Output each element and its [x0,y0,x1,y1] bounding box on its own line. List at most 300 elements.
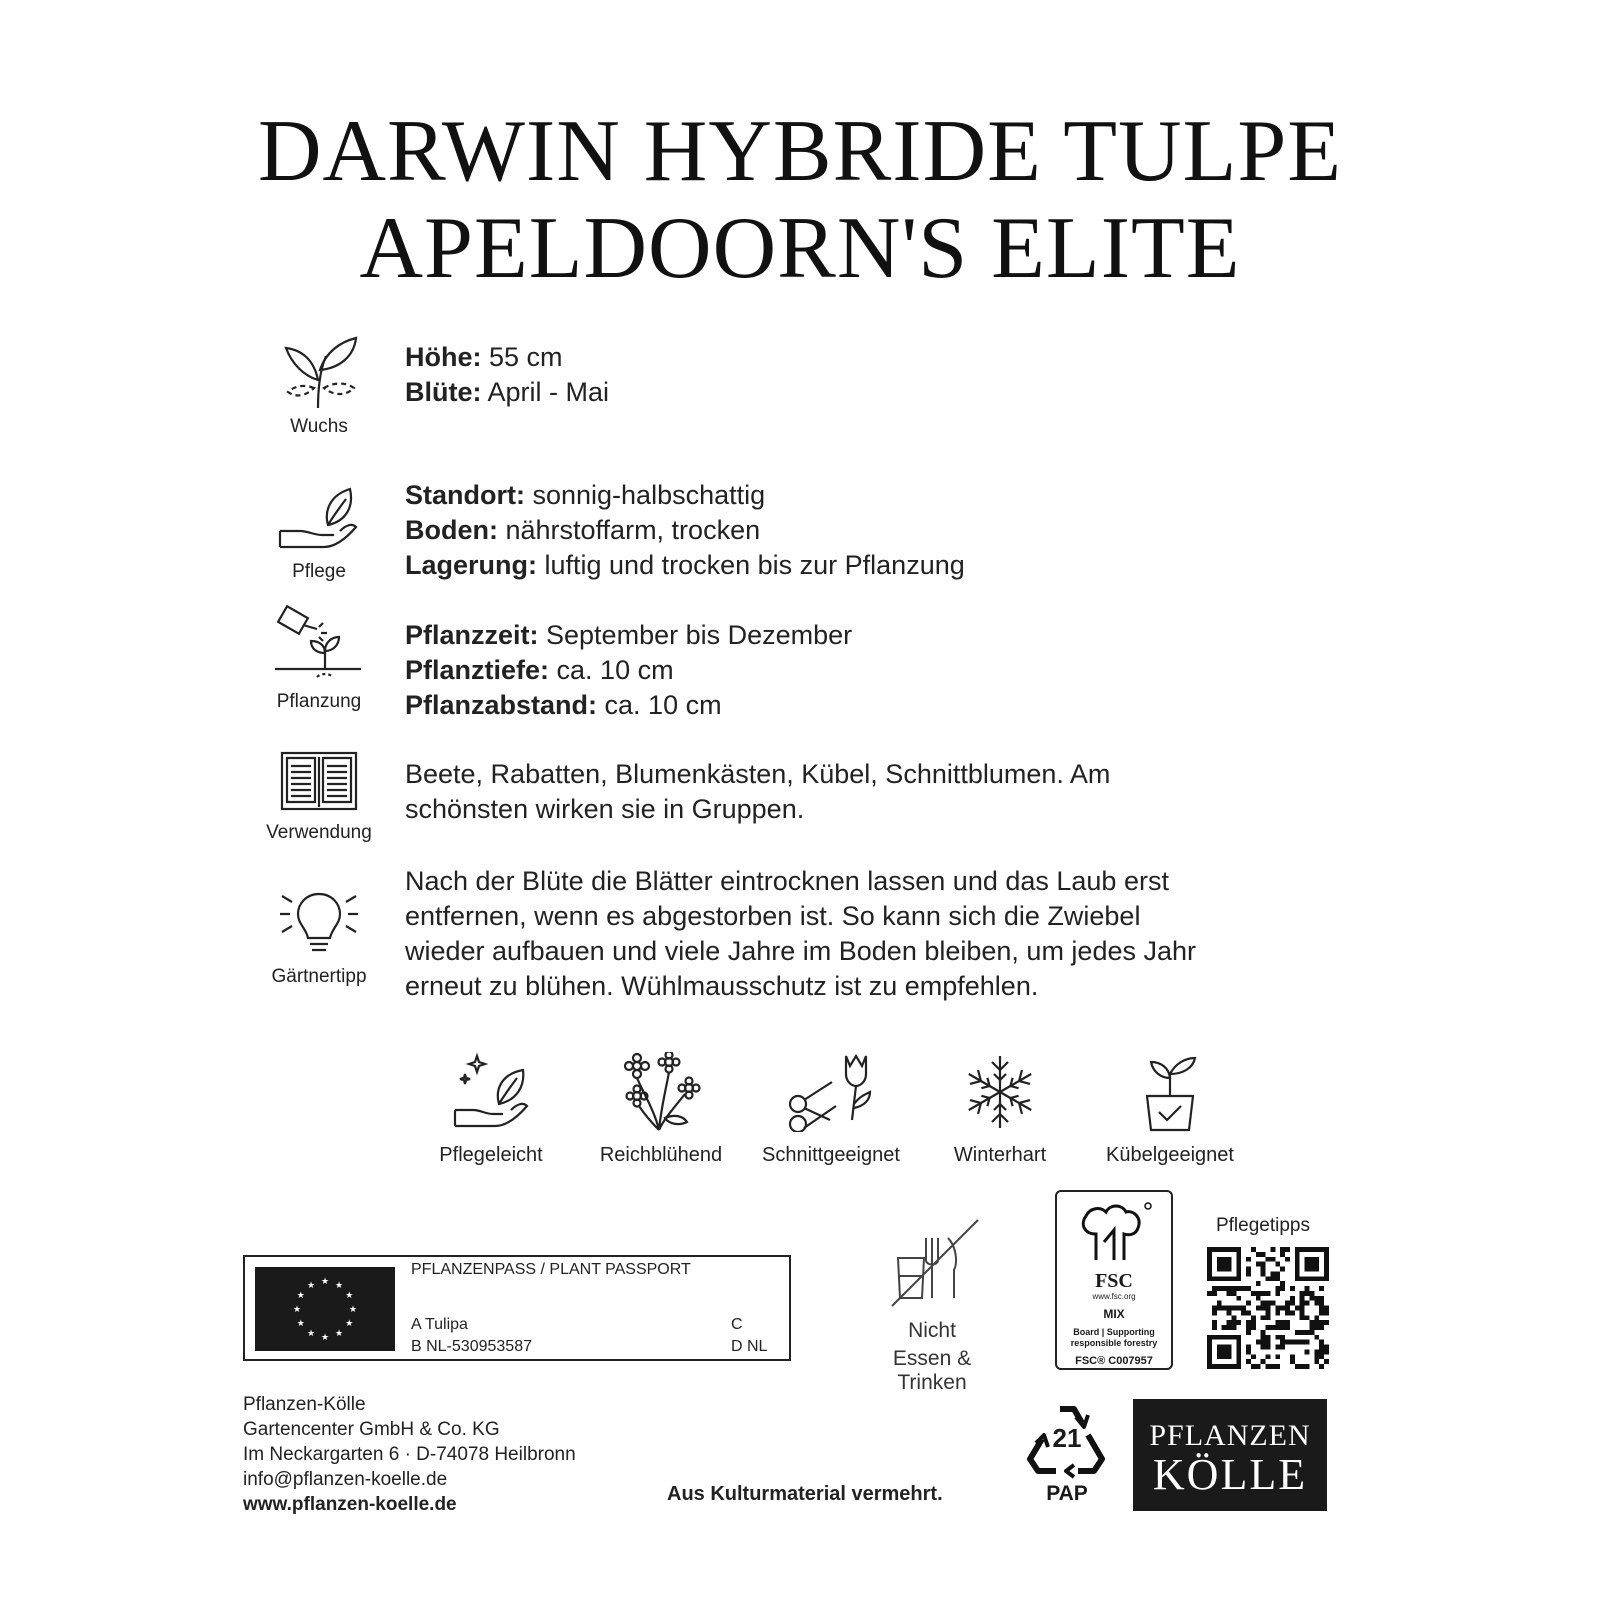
qr-module [1295,1252,1300,1257]
qr-module [1236,1276,1241,1281]
qr-module [1295,1276,1300,1281]
qr-module [1217,1349,1222,1354]
qr-module [1319,1276,1324,1281]
qr-module [1227,1345,1232,1350]
qr-module [1324,1262,1329,1267]
section-verwendung-info [405,757,1110,827]
qr-module [1212,1306,1217,1311]
qr-module [1300,1364,1305,1369]
eu-star: ★ [296,1290,305,1300]
qr-module [1295,1267,1300,1272]
title-line-2: APELDOORN'S ELITE [359,200,1241,297]
qr-module [1261,1267,1266,1272]
qr-module [1300,1340,1305,1345]
qr-module [1309,1262,1314,1267]
qr-module [1246,1349,1251,1354]
qr-module [1227,1306,1232,1311]
qr-module [1256,1296,1261,1301]
title-line-1: DARWIN HYBRIDE TULPE [257,103,1343,200]
qr-module [1290,1340,1295,1345]
qr-module [1309,1325,1314,1330]
qr-module [1270,1325,1275,1330]
open-book-icon [279,750,359,812]
qr-module [1285,1257,1290,1262]
qr-module [1295,1330,1300,1335]
qr-module [1270,1276,1275,1281]
qr-module [1266,1340,1271,1345]
address-line-2: Gartencenter GmbH & Co. KG [243,1419,500,1440]
passport-header: PFLANZENPASS / PLANT PASSPORT [411,1261,691,1278]
qr-module [1314,1257,1319,1262]
qr-module [1246,1257,1251,1262]
qr-module [1280,1252,1285,1257]
qr-module [1280,1320,1285,1325]
eu-star: ★ [345,1290,354,1300]
recycling-number: 21 [1052,1423,1082,1453]
qr-module [1251,1291,1256,1296]
qr-module [1275,1262,1280,1267]
qr-module [1212,1320,1217,1325]
qr-module [1227,1320,1232,1325]
qr-module [1227,1354,1232,1359]
fsc-line-1: Board | Supporting [1073,1327,1155,1337]
qr-module [1319,1286,1324,1291]
qr-module [1217,1301,1222,1306]
warning-line-2: Essen & Trinken [892,1347,972,1394]
qr-label: Pflegetipps [1215,1215,1310,1236]
qr-module [1314,1301,1319,1306]
eu-star: ★ [334,1328,344,1339]
qr-module [1285,1310,1290,1315]
qr-module [1266,1315,1271,1320]
qr-module [1251,1320,1256,1325]
qr-module [1236,1267,1241,1272]
qr-module [1246,1310,1251,1315]
qr-module [1212,1325,1217,1330]
qr-module [1261,1301,1266,1306]
plant-passport [243,1255,791,1361]
snowflake-icon [960,1052,1040,1132]
qr-module [1227,1364,1232,1369]
qr-module [1290,1310,1295,1315]
info-line: Blüte: April - Mai [405,377,610,407]
qr-module [1290,1354,1295,1359]
qr-module [1314,1335,1319,1340]
hand-leaf-icon [274,485,364,555]
qr-module [1236,1349,1241,1354]
info-line: Lagerung: luftig und trocken bis zur Pflanzung [405,550,965,580]
qr-module [1319,1320,1324,1325]
qr-module [1231,1325,1236,1330]
qr-module [1261,1330,1266,1335]
qr-module [1256,1252,1261,1257]
qr-module [1300,1276,1305,1281]
info-line: Pflanzabstand: ca. 10 cm [405,690,722,720]
qr-module [1266,1310,1271,1315]
qr-module [1236,1271,1241,1276]
section-label: Verwendung [266,822,372,843]
qr-module [1266,1354,1271,1359]
qr-module [1261,1306,1266,1311]
qr-module [1300,1291,1305,1296]
section-verwendung [254,750,384,844]
qr-module [1266,1257,1271,1262]
qr-module [1207,1257,1212,1262]
passport-b: B NL-530953587 [411,1338,532,1355]
qr-module [1231,1315,1236,1320]
no-eat-drink-icon [882,1218,982,1308]
qr-module [1217,1276,1222,1281]
qr-module [1314,1276,1319,1281]
hand-sparkle-leaf-icon [451,1052,531,1132]
qr-module [1275,1306,1280,1311]
qr-module [1309,1296,1314,1301]
qr-module [1246,1359,1251,1364]
qr-module [1324,1310,1329,1315]
warning-not-edible [857,1218,1007,1395]
section-label: Pflanzung [276,691,362,712]
qr-module [1305,1286,1310,1291]
feature-kuebelgeeignet [1085,1052,1255,1167]
qr-module [1236,1247,1241,1252]
qr-module [1285,1247,1290,1252]
qr-module [1222,1325,1227,1330]
qr-module [1227,1325,1232,1330]
qr-module [1314,1267,1319,1272]
qr-module [1285,1301,1290,1306]
feature-label: Reichblühend [599,1144,723,1166]
qr-module [1270,1257,1275,1262]
section-pflege-info [405,478,965,583]
qr-module [1217,1364,1222,1369]
qr-module [1217,1306,1222,1311]
qr-module [1280,1306,1285,1311]
qr-module [1231,1306,1236,1311]
qr-module [1207,1345,1212,1350]
qr-module [1222,1306,1227,1311]
qr-module [1309,1267,1314,1272]
qr-module [1314,1359,1319,1364]
qr-module [1256,1364,1261,1369]
qr-module [1305,1291,1310,1296]
qr-module [1241,1286,1246,1291]
qr-module [1319,1349,1324,1354]
recycling-code: PAP [1046,1482,1088,1505]
qr-module [1266,1345,1271,1350]
info-line: Pflanzzeit: September bis Dezember [405,620,853,650]
scissors-tulip-icon [786,1052,876,1132]
qr-module [1207,1247,1212,1252]
qr-module [1280,1345,1285,1350]
qr-module [1217,1257,1222,1262]
info-line: schönsten wirken sie in Gruppen. [405,794,805,824]
qr-module [1236,1345,1241,1350]
eu-star: ★ [306,1279,316,1290]
qr-module [1236,1306,1241,1311]
qr-module [1314,1315,1319,1320]
qr-module [1231,1247,1236,1252]
qr-module [1217,1286,1222,1291]
qr-module [1222,1257,1227,1262]
qr-module [1231,1291,1236,1296]
feature-schnittgeeignet [746,1052,916,1167]
qr-module [1236,1257,1241,1262]
info-line: Nach der Blüte die Blätter eintrocknen lassen und das Laub erst [405,866,1169,896]
section-label: Wuchs [290,416,348,437]
section-label: Pflege [292,561,346,582]
fsc-label [1055,1190,1173,1370]
qr-module [1309,1276,1314,1281]
qr-module [1231,1364,1236,1369]
qr-module [1319,1247,1324,1252]
info-line: wieder aufbauen und viele Jahre im Boden bleiben, um jedes Jahr [405,936,1197,966]
qr-module [1324,1349,1329,1354]
qr-module [1251,1354,1256,1359]
qr-module [1305,1276,1310,1281]
passport-d: D NL [731,1338,768,1355]
qr-module [1212,1364,1217,1369]
section-pflanzung [254,605,384,713]
qr-module [1222,1364,1227,1369]
culture-note: Aus Kulturmaterial vermehrt. [667,1483,943,1505]
qr-module [1217,1335,1222,1340]
address-email[interactable]: info@pflanzen-koelle.de [243,1469,448,1490]
qr-module [1295,1247,1300,1252]
qr-module [1280,1247,1285,1252]
qr-module [1324,1267,1329,1272]
pflanzen-koelle-logo: PFLANZEN KÖLLE [1133,1399,1327,1511]
qr-module [1236,1286,1241,1291]
qr-module [1266,1306,1271,1311]
qr-module [1222,1247,1227,1252]
qr-module [1236,1252,1241,1257]
qr-module [1217,1267,1222,1272]
qr-module [1217,1345,1222,1350]
qr-module [1314,1262,1319,1267]
qr-module [1280,1286,1285,1291]
eu-star: ★ [292,1304,302,1314]
address-line-1: Pflanzen-Kölle [243,1394,366,1415]
qr-module [1324,1345,1329,1350]
feature-winterhart [915,1052,1085,1167]
qr-module [1207,1271,1212,1276]
qr-module [1275,1364,1280,1369]
qr-module [1270,1247,1275,1252]
qr-module [1324,1306,1329,1311]
qr-module [1207,1349,1212,1354]
qr-module [1231,1286,1236,1291]
qr-module [1314,1354,1319,1359]
qr-module [1222,1267,1227,1272]
eu-star: ★ [320,1332,330,1342]
qr-module [1275,1325,1280,1330]
qr-module [1319,1301,1324,1306]
qr-module [1309,1257,1314,1262]
qr-module [1290,1301,1295,1306]
qr-module [1207,1335,1212,1340]
qr-module [1231,1276,1236,1281]
qr-module [1305,1257,1310,1262]
qr-module [1246,1301,1251,1306]
qr-module [1295,1262,1300,1267]
qr-module [1236,1340,1241,1345]
qr-module [1222,1262,1227,1267]
qr-module [1261,1291,1266,1296]
qr-module [1295,1257,1300,1262]
qr-module [1324,1359,1329,1364]
qr-module [1324,1276,1329,1281]
qr-module [1246,1345,1251,1350]
qr-module [1314,1320,1319,1325]
qr-module [1227,1310,1232,1315]
qr-module [1275,1335,1280,1340]
qr-module [1319,1296,1324,1301]
qr-module [1305,1315,1310,1320]
feature-pflegeleicht [406,1052,576,1167]
qr-module [1207,1291,1212,1296]
qr-module [1251,1315,1256,1320]
qr-module [1256,1306,1261,1311]
qr-module [1261,1340,1266,1345]
qr-module [1314,1247,1319,1252]
recycling-mark [1017,1399,1117,1506]
qr-module [1212,1286,1217,1291]
info-line: Pflanztiefe: ca. 10 cm [405,655,674,685]
qr-module [1222,1276,1227,1281]
eu-star: ★ [345,1318,354,1328]
address-block [243,1392,576,1517]
qr-module [1231,1335,1236,1340]
qr-module [1236,1364,1241,1369]
qr-code[interactable] [1207,1247,1329,1369]
info-line: Boden: nährstoffarm, trocken [405,515,761,545]
qr-module [1227,1267,1232,1272]
eu-star: ★ [334,1279,344,1290]
section-gaertnertipp-info [405,864,1196,1004]
qr-module [1207,1252,1212,1257]
address-website[interactable]: www.pflanzen-koelle.de [243,1494,457,1515]
qr-module [1275,1354,1280,1359]
fsc-brand: FSC [1095,1270,1133,1292]
qr-module [1280,1340,1285,1345]
qr-module [1207,1359,1212,1364]
qr-module [1305,1340,1310,1345]
fsc-mix: MIX [1103,1307,1125,1321]
qr-module [1305,1330,1310,1335]
warning-line-1: Nicht [908,1319,956,1342]
qr-module [1227,1257,1232,1262]
qr-module [1305,1349,1310,1354]
qr-module [1285,1320,1290,1325]
info-line: Höhe: 55 cm [405,342,563,372]
qr-module [1300,1296,1305,1301]
qr-module [1231,1320,1236,1325]
qr-module [1207,1262,1212,1267]
qr-module [1217,1262,1222,1267]
qr-module [1285,1340,1290,1345]
section-wuchs-info [405,340,609,410]
qr-module [1241,1306,1246,1311]
qr-module [1300,1306,1305,1311]
qr-module [1207,1276,1212,1281]
qr-module [1314,1349,1319,1354]
info-line: entfernen, wenn es abgestorben ist. So kann sich die Zwiebel [405,901,1141,931]
qr-module [1246,1325,1251,1330]
info-line: Standort: sonnig-halbschattig [405,480,766,510]
qr-module [1236,1335,1241,1340]
qr-module [1227,1349,1232,1354]
qr-module [1305,1301,1310,1306]
qr-module [1324,1320,1329,1325]
qr-module [1280,1335,1285,1340]
qr-module [1324,1271,1329,1276]
qr-module [1261,1345,1266,1350]
qr-module [1309,1291,1314,1296]
qr-module [1212,1291,1217,1296]
qr-module [1295,1364,1300,1369]
qr-module [1207,1364,1212,1369]
qr-module [1256,1340,1261,1345]
qr-module [1319,1345,1324,1350]
qr-module [1324,1247,1329,1252]
qr-module [1300,1315,1305,1320]
qr-module [1251,1325,1256,1330]
watering-can-icon [271,605,367,685]
fsc-url: www.fsc.org [1092,1292,1136,1301]
qr-module [1212,1276,1217,1281]
qr-module [1266,1325,1271,1330]
qr-module [1261,1315,1266,1320]
qr-module [1314,1296,1319,1301]
info-line: erneut zu blühen. Wühlmausschutz ist zu empfehlen. [405,971,1039,1001]
qr-module [1266,1276,1271,1281]
qr-module [1246,1330,1251,1335]
eu-star: ★ [348,1304,358,1314]
qr-module [1275,1291,1280,1296]
qr-module [1270,1301,1275,1306]
qr-module [1236,1320,1241,1325]
qr-module [1236,1262,1241,1267]
qr-module [1246,1267,1251,1272]
section-pflege [254,485,384,583]
qr-module [1295,1306,1300,1311]
qr-module [1275,1276,1280,1281]
eu-star: ★ [296,1318,305,1328]
qr-module [1256,1291,1261,1296]
qr-module [1246,1286,1251,1291]
qr-module [1305,1364,1310,1369]
qr-module [1236,1354,1241,1359]
fsc-line-2: responsible forestry [1070,1338,1158,1348]
sprout-leaves-icon [274,330,364,410]
qr-module [1324,1252,1329,1257]
fsc-tree-icon [1074,1200,1154,1266]
qr-module [1309,1247,1314,1252]
qr-module [1266,1291,1271,1296]
qr-module [1256,1262,1261,1267]
section-wuchs [254,330,384,438]
qr-module [1222,1286,1227,1291]
qr-module [1212,1247,1217,1252]
qr-module [1227,1276,1232,1281]
passport-c: C [731,1316,743,1333]
qr-module [1275,1286,1280,1291]
qr-module [1251,1247,1256,1252]
qr-module [1314,1325,1319,1330]
section-label: Gärtnertipp [271,966,367,987]
qr-module [1319,1354,1324,1359]
qr-module [1222,1349,1227,1354]
